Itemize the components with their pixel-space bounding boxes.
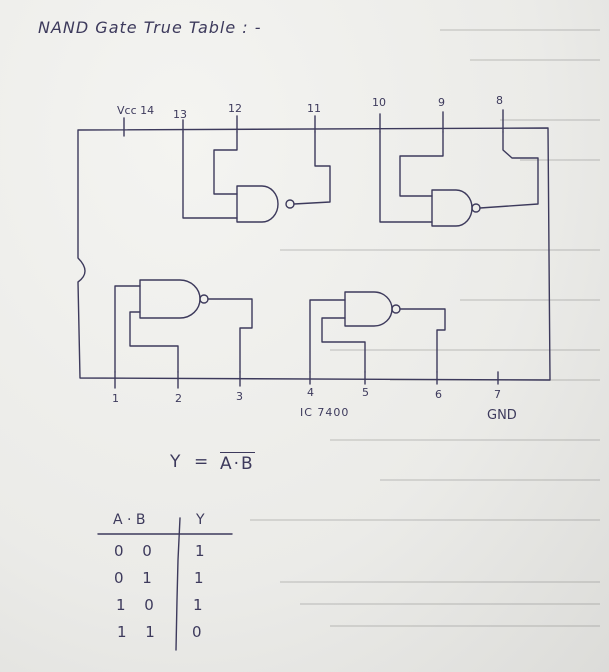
pin-label-12: 12 (228, 102, 242, 115)
pin-label-3: 3 (236, 390, 243, 403)
truth-table-row-2-output: 1 (194, 569, 204, 587)
pin-label-6: 6 (435, 388, 442, 401)
truth-table-row-4-output: 0 (192, 623, 202, 641)
truth-table-header-output: Y (196, 512, 205, 528)
nand-gate-bottom-right (345, 292, 392, 326)
nand-gate-top-left (237, 186, 278, 222)
truth-table-row-4-inputs: 1 1 (117, 623, 155, 641)
nand-gate-top-right (432, 190, 472, 226)
truth-table-row-2-inputs: 0 1 (114, 569, 152, 587)
ic-outline (78, 128, 550, 380)
pin-label-5: 5 (362, 386, 369, 399)
pin-label-4: 4 (307, 386, 314, 399)
truth-table-row-1-output: 1 (195, 542, 205, 560)
pin-label-13: 13 (173, 108, 187, 121)
pin-label-8: 8 (496, 94, 503, 107)
page-title: NAND Gate True Table : - (38, 18, 262, 37)
pin-label-7: 7 (494, 388, 501, 401)
truth-table-header-inputs: A · B (113, 512, 146, 528)
nand-gate-bottom-left (140, 280, 200, 318)
ic-label: IC 7400 (300, 406, 350, 419)
pin-label-10: 10 (372, 96, 386, 109)
equation-equals: = (194, 452, 209, 472)
pin-label-1: 1 (112, 392, 119, 405)
pin-label-9: 9 (438, 96, 445, 109)
gnd-label: GND (487, 408, 517, 423)
pin-label-11: 11 (307, 102, 321, 115)
truth-table-row-3-output: 1 (193, 596, 203, 614)
equation-output: Y (170, 452, 181, 472)
equation-expression: A·B (220, 454, 255, 474)
pin-label-14: Vcc 14 (117, 104, 155, 117)
truth-table-row-3-inputs: 1 0 (116, 596, 154, 614)
truth-table-row-1-inputs: 0 0 (114, 542, 152, 560)
pin-label-2: 2 (175, 392, 182, 405)
